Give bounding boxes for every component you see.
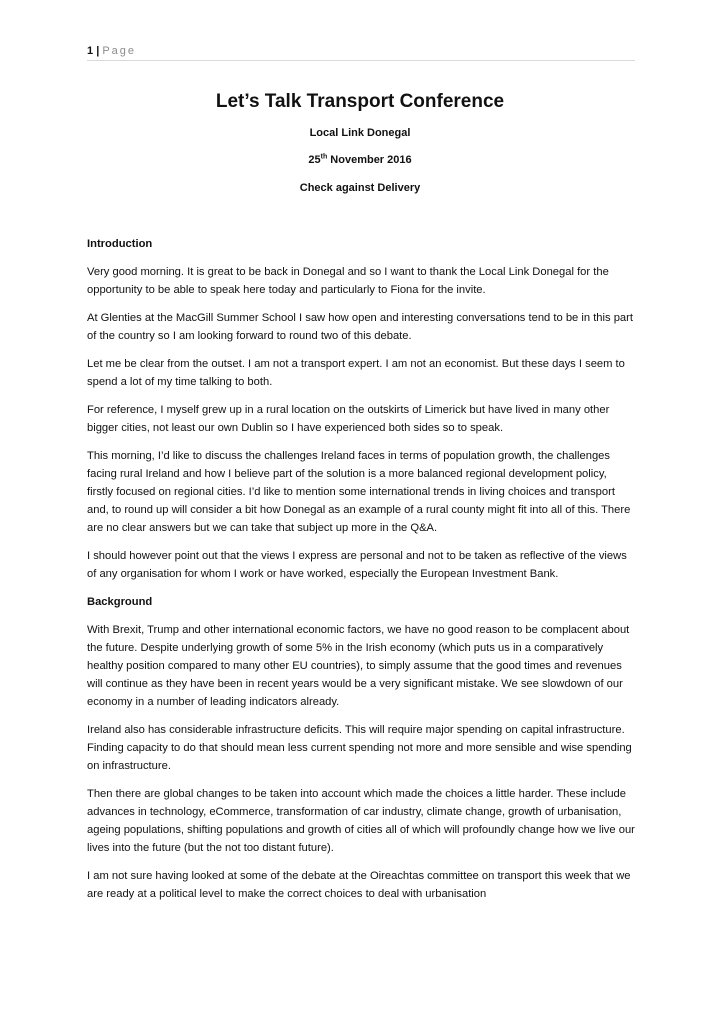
subtitle-date [87, 152, 633, 168]
paragraph: I should however point out that the views I express are personal and not to be taken as reflective of the views of any organisation for whom I work or have worked, especially the European Investment Bank. [87, 550, 627, 580]
subtitle-note: Check against Delivery [299, 182, 421, 194]
paragraph: With Brexit, Trump and other international economic factors, we have no good reason to be complacent about the future. Despite underlying growth of some 5% in the Irish economy (which puts us in a comparatively healthy position compared to many other EU countries), to simply assume that the good times and revenues will continue as they have been in recent years would be a very significant mistake. We see slowdown of our economy in a number of leading indicators already. [87, 624, 630, 708]
document-title: Let’s Talk Transport Conference [215, 91, 505, 112]
page-number: 1 [87, 45, 94, 57]
paragraph: Let me be clear from the outset. I am not a transport expert. I am not an economist. But these days I seem to spend a lot of my time talking to both. [87, 358, 625, 388]
paragraph: I am not sure having looked at some of the debate at the Oireachtas committee on transport this week that we are ready at a political level to make the correct choices to deal with urbanisation [87, 870, 631, 900]
paragraph: Then there are global changes to be taken into account which made the choices a little harder. These include advances in technology, eCommerce, transformation of car industry, climate change, growth of urbanisation, ageing populations, shifting populations and growth of cities all of which will profoundly change how we live our lives into the future (but the not too distant future). [87, 788, 635, 854]
paragraph: For reference, I myself grew up in a rural location on the outskirts of Limerick but have lived in many other bigger cities, not least our own Dublin so I have experienced both sides so to speak. [87, 404, 610, 434]
document-body [87, 235, 635, 913]
paragraph: Very good morning. It is great to be back in Donegal and so I want to thank the Local Link Donegal for the opportunity to be able to speak here today and particularly to Fiona for the invite. [87, 266, 609, 296]
section-heading-introduction: Introduction [87, 238, 153, 250]
date-suffix: th [320, 153, 328, 161]
page-header [87, 44, 635, 61]
section-heading-background: Background [87, 596, 153, 608]
page-word: Page [102, 45, 137, 57]
date-day: 25 [308, 154, 321, 166]
paragraph: Ireland also has considerable infrastructure deficits. This will require major spending on capital infrastructure. Finding capacity to do that should mean less current spending not more and more sensible and wise spending on infrastructure. [87, 724, 632, 772]
paragraph: This morning, I’d like to discuss the challenges Ireland faces in terms of population growth, the challenges facing rural Ireland and how I believe part of the solution is a more balanced regional development policy, firstly focused on regional cities. I’d like to mention some international trends in living choices and transport and, to round up will consider a bit how Donegal as an example of a rural county might fit into all of this. There are no clear answers but we can take that subject up more in the Q&A. [87, 450, 631, 534]
date-rest: November 2016 [327, 154, 412, 166]
page-separator: | [96, 45, 100, 57]
subtitle-organisation: Local Link Donegal [309, 127, 411, 139]
paragraph: At Glenties at the MacGill Summer School I saw how open and interesting conversations tend to be in this part of the country so I am looking forward to round two of this debate. [87, 312, 633, 342]
